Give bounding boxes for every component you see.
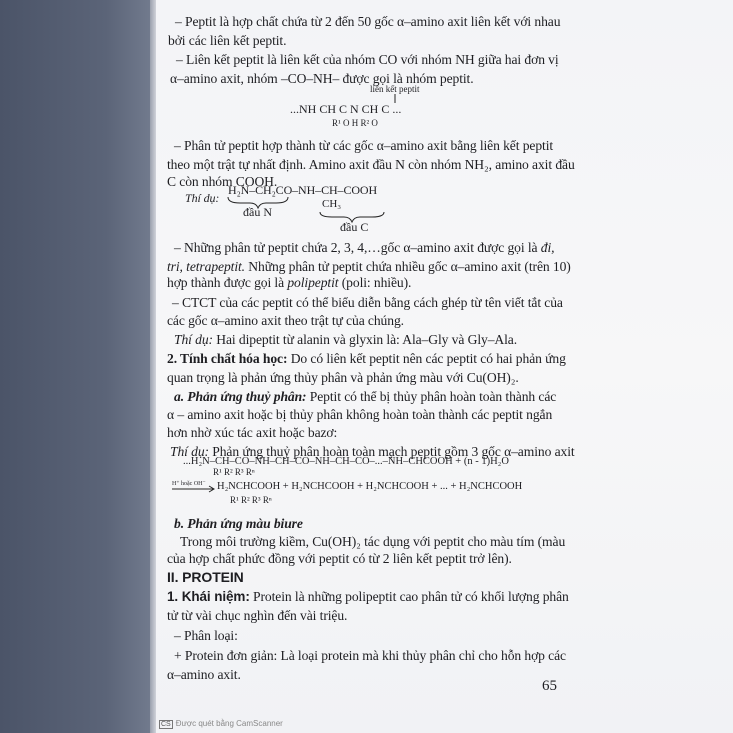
scanner-footer: CS Được quét bằng CamScanner bbox=[161, 719, 283, 728]
hydrolysis-reactant-sub: R¹ R² R³ Rⁿ bbox=[213, 467, 255, 477]
text-line: – Peptit là hợp chất chứa từ 2 đến 50 gốc α–amino axit liên kết với nhau bbox=[175, 14, 561, 29]
text-line: α – amino axit hoặc bị thủy phân không hoàn toàn thành các peptit ngắn bbox=[167, 407, 553, 422]
text-line: – Phân loại: bbox=[174, 628, 238, 643]
text-line: hơn nhờ xúc tác axit hoặc bazơ: bbox=[167, 425, 338, 440]
section-heading: 2. Tính chất hóa học: Do có liên kết peptit nên các peptit có hai phản ứng bbox=[167, 351, 566, 366]
text-line: – Những phân tử peptit chứa 2, 3, 4,…gốc α–amino axit được gọi là đi, bbox=[174, 240, 555, 255]
label-ch3: CH₃ bbox=[322, 198, 342, 210]
reaction-arrow bbox=[0, 0, 1, 1]
text-line: hợp thành được gọi là polipeptit (poli: nhiều). bbox=[167, 275, 412, 290]
label-dau-c: đầu C bbox=[340, 220, 369, 234]
text-line: theo một trật tự nhất định. Amino axit đầu N còn nhóm NH₂, amino axit đầu bbox=[167, 157, 575, 172]
peptide-formula-sub: R¹ O H R² O bbox=[332, 118, 378, 128]
catalyst-label: H⁺ hoặc OH⁻ bbox=[172, 481, 206, 487]
page-number: 65 bbox=[542, 678, 557, 694]
peptide-formula: ...NH CH C N CH C ... bbox=[290, 102, 402, 116]
text-line: + Protein đơn giản: Là loại protein mà khi thủy phân chỉ cho hỗn hợp các bbox=[174, 648, 566, 663]
text-line: Trong môi trường kiềm, Cu(OH)₂ tác dụng với peptit cho màu tím (màu bbox=[180, 534, 566, 549]
text-line: của hợp chất phức đồng với peptit có từ 2 liên kết peptit trở lên). bbox=[167, 551, 512, 566]
text-line: các gốc α–amino axit theo trật tự của chúng. bbox=[167, 313, 404, 328]
example-label: Thí dụ: bbox=[185, 191, 220, 205]
text-line: α–amino axit. bbox=[167, 667, 241, 682]
camscanner-logo: CS bbox=[161, 721, 171, 728]
text-line: 1. Khái niệm: Protein là những polipeptit cao phân tử có khối lượng phân bbox=[167, 589, 569, 604]
text-line: – Liên kết peptit là liên kết của nhóm CO với nhóm NH giữa hai đơn vị bbox=[176, 52, 559, 67]
text-line: α–amino axit, nhóm –CO–NH– được gọi là nhóm peptit. bbox=[170, 71, 474, 86]
subsection-heading: a. Phản ứng thuỷ phân: Peptit có thể bị thủy phân hoàn toàn thành các bbox=[174, 389, 557, 404]
hydrolysis-products-sub: R¹ R² R³ Rⁿ bbox=[230, 495, 272, 505]
hydrolysis-reactant: ...H₂N–CH–CO–NH–CH–CO–NH–CH–CO–...–NH–CHCOOH + (n - 1)H₂O bbox=[183, 456, 509, 467]
text-line: bởi các liên kết peptit. bbox=[168, 33, 287, 48]
bond-label: liên kết peptit bbox=[370, 84, 420, 94]
label-dau-n: đầu N bbox=[243, 205, 272, 219]
text-line: quan trọng là phản ứng thủy phân và phản ứng màu với Cu(OH)₂. bbox=[167, 370, 519, 385]
text-line: – CTCT của các peptit có thể biểu diễn bằng cách ghép từ tên viết tắt của bbox=[172, 295, 563, 310]
text-line: – Phân tử peptit hợp thành từ các gốc α–amino axit bằng liên kết peptit bbox=[174, 138, 554, 153]
text-line: tử từ vài chục nghìn đến vài triệu. bbox=[167, 608, 348, 623]
text-line: Thí dụ: Phản ứng thuỷ phân hoàn toàn mạch peptit gồm 3 gốc α–amino axit bbox=[170, 444, 575, 459]
subsection-heading: b. Phản ứng màu biure bbox=[174, 516, 303, 531]
background-left-band bbox=[0, 0, 152, 733]
text-line: C còn nhóm COOH. bbox=[167, 174, 278, 189]
example-formula: H₂N–CH₂CO–NH–CH–COOH bbox=[228, 183, 378, 197]
text-line: Thí dụ: Hai dipeptit từ alanin và glyxin là: Ala–Gly và Gly–Ala. bbox=[174, 332, 518, 347]
hydrolysis-products: H₂NCHCOOH + H₂NCHCOOH + H₂NCHCOOH + ... + H₂NCHCOOH bbox=[217, 481, 523, 492]
text-line: tri, tetrapeptit. Những phân tử peptit chứa nhiều gốc α–amino axit (trên 10) bbox=[167, 259, 571, 274]
chapter-section-title: II. PROTEIN bbox=[167, 569, 244, 585]
